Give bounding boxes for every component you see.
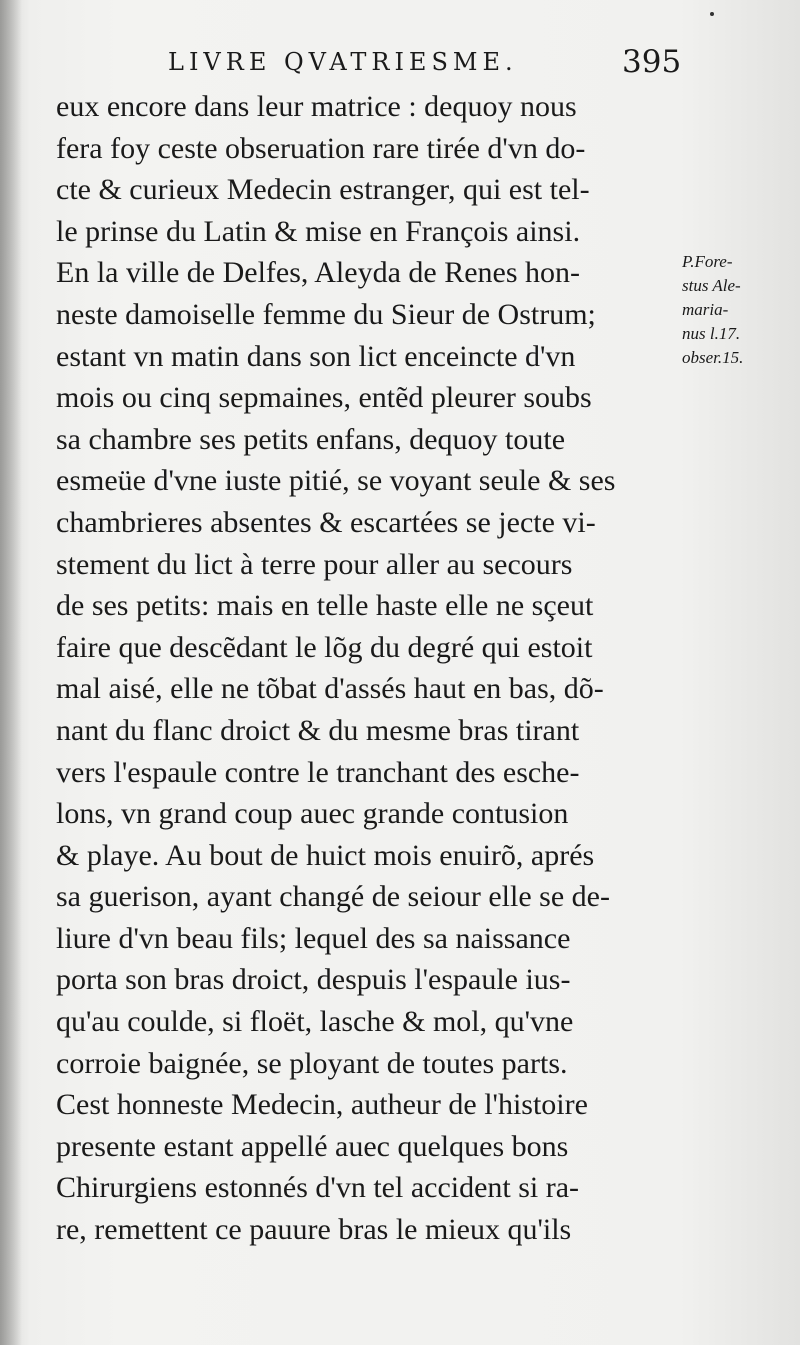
text-line: & playe. Au bout de huict mois enuirõ, aprés [56,838,595,872]
margin-note-line: nus l.17. [682,324,741,343]
text-line: chambrieres absentes & escartées se jecte vi- [56,505,596,539]
text-line: esmeüe d'vne iuste pitié, se voyant seule & ses [56,464,616,498]
text-line: le prinse du Latin & mise en François ainsi. [56,214,581,248]
text-line: sa chambre ses petits enfans, dequoy toute [56,422,566,456]
text-line: stement du lict à terre pour aller au secours [56,547,573,581]
margin-note-line: stus Ale- [682,276,741,295]
page-number: 395 [622,44,682,80]
text-line: liure d'vn beau fils; lequel des sa naissance [56,921,571,955]
text-line: corroie baignée, se ployant de toutes parts. [56,1046,568,1080]
margin-note-line: P.Fore- [682,252,733,271]
text-line: eux encore dans leur matrice : dequoy nous [56,90,577,123]
text-line: de ses petits: mais en telle haste elle ne sçeut [56,589,594,623]
running-head: LIVRE QVATRIESME. [168,48,518,76]
text-line: Cest honneste Medecin, autheur de l'histoire [56,1088,588,1122]
margin-note [682,250,797,370]
text-line: mal aisé, elle ne tõbat d'assés haut en bas, dõ- [56,672,604,706]
text-line: neste damoiselle femme du Sieur de Ostrum; [56,297,596,331]
margin-note-line: maria- [682,300,729,319]
text-line: vers l'espaule contre le tranchant des esche- [56,755,580,789]
gutter-shadow [0,0,22,1345]
text-line: faire que descẽdant le lõg du degré qui estoit [56,630,593,664]
text-line: re, remettent ce pauure bras le mieux qu'ils [56,1213,572,1247]
text-line: porta son bras droict, despuis l'espaule ius- [56,963,571,997]
body-text [56,86,688,1251]
text-line: fera foy ceste obseruation rare tirée d'vn do- [56,131,586,165]
text-line: mois ou cinq sepmaines, entẽd pleurer soubs [56,381,592,415]
text-line: presente estant appellé auec quelques bons [56,1129,569,1163]
ink-speck [710,12,714,16]
text-line: qu'au coulde, si floët, lasche & mol, qu'vne [56,1005,574,1039]
text-line: lons, vn grand coup auec grande contusion [56,797,569,831]
text-line: sa guerison, ayant changé de seiour elle se de- [56,880,610,914]
text-line: estant vn matin dans son lict enceincte d'vn [56,339,576,373]
text-line: nant du flanc droict & du mesme bras tirant [56,713,580,747]
text-line: En la ville de Delfes, Aleyda de Renes hon- [56,256,581,290]
margin-note-line: obser.15. [682,348,744,367]
text-line: cte & curieux Medecin estranger, qui est tel- [56,173,590,207]
text-line: Chirurgiens estonnés d'vn tel accident si ra- [56,1171,580,1205]
